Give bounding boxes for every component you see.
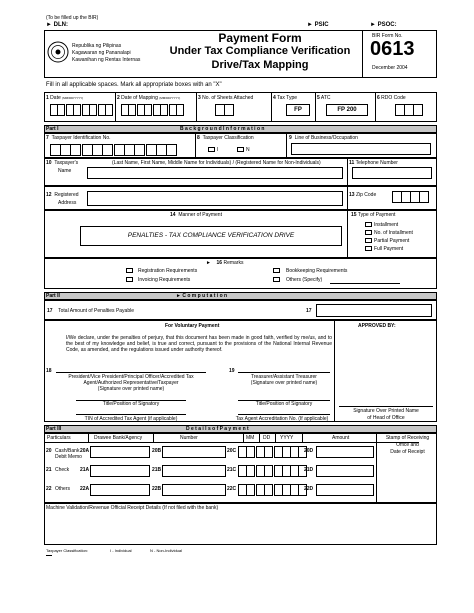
footer-individual: I - Individual bbox=[110, 548, 132, 553]
field18-line1: President/Vice President/Principal Officer/Accredited Tax bbox=[68, 374, 194, 380]
agency-line1: Republika ng Pilipinas bbox=[72, 43, 122, 49]
stamp-line2: Office and bbox=[396, 442, 419, 448]
field8-label: 8 Taxpayer Classification bbox=[197, 135, 254, 141]
amount-input[interactable] bbox=[316, 446, 374, 458]
form-subtitle: Under Tax Compliance Verification bbox=[169, 45, 351, 57]
header-mm: MM bbox=[246, 435, 255, 441]
classification-individual-checkbox[interactable] bbox=[208, 147, 215, 152]
payment-row-code-d: 21D bbox=[304, 467, 314, 473]
atc-value: FP 200 bbox=[326, 104, 368, 116]
header-dd: DD bbox=[263, 435, 271, 441]
instructions: Fill in all applicable spaces. Mark all appropriate boxes with an "X" bbox=[46, 82, 222, 88]
no-of-installment-label: No. of Installment bbox=[374, 230, 413, 236]
tin-agent-line[interactable] bbox=[76, 414, 186, 415]
partial-payment-checkbox[interactable] bbox=[365, 238, 372, 243]
form-number: 0613 bbox=[370, 38, 415, 60]
taxpayer-name-input[interactable] bbox=[87, 167, 343, 179]
date-cell[interactable] bbox=[246, 446, 255, 458]
input-cell[interactable] bbox=[89, 104, 97, 116]
full-payment-checkbox[interactable] bbox=[365, 246, 372, 251]
partial-payment-label: Partial Payment bbox=[374, 238, 410, 244]
footer-non-individual: N - Non-Individual bbox=[150, 548, 183, 553]
input-cell[interactable] bbox=[105, 104, 113, 116]
field18-title: Title/Position of Signatory bbox=[102, 401, 160, 407]
telephone-input[interactable] bbox=[352, 167, 432, 179]
field3-label: 3 No. of Sheets Attached bbox=[198, 95, 254, 101]
signature-line-18[interactable] bbox=[56, 372, 206, 373]
input-cell[interactable] bbox=[102, 144, 113, 156]
field2-label: 2 Date of Mapping (MM/DD/YYYY) bbox=[117, 95, 181, 101]
input-cell[interactable] bbox=[134, 144, 145, 156]
field5-label: 5 ATC bbox=[317, 95, 331, 101]
payment-row-code-b: 22B bbox=[152, 486, 162, 492]
number-input[interactable] bbox=[162, 484, 226, 496]
registration-requirements-label: Registration Requirements bbox=[138, 268, 198, 274]
part2-label: Part II bbox=[46, 293, 60, 299]
total-penalties-input[interactable] bbox=[316, 304, 432, 317]
invoicing-requirements-checkbox[interactable] bbox=[126, 277, 133, 282]
bookkeeping-requirements-label: Bookkeeping Requirements bbox=[286, 268, 348, 274]
header-number: Number bbox=[180, 435, 198, 441]
input-cell[interactable] bbox=[176, 104, 184, 116]
payment-row-code-b: 21B bbox=[152, 467, 162, 473]
field19-num: 19 bbox=[229, 368, 235, 374]
part1-label: Part I bbox=[46, 126, 59, 132]
input-cell[interactable] bbox=[224, 104, 234, 116]
field18-line3: (Signature over printed name) bbox=[97, 386, 165, 392]
date-cell[interactable] bbox=[264, 446, 273, 458]
bir-seal-icon bbox=[47, 41, 69, 63]
payment-row-num: 21 bbox=[46, 467, 52, 473]
field13-label: 13 Zip Code bbox=[349, 192, 377, 198]
agency-line2: Kagawaran ng Pananalapi bbox=[72, 50, 131, 56]
input-cell[interactable] bbox=[166, 144, 177, 156]
part2-header bbox=[44, 292, 437, 300]
header-yyyy: YYYY bbox=[280, 435, 294, 441]
payment-row-label: Cash/Bank bbox=[55, 448, 80, 454]
part3-label: Part III bbox=[46, 426, 62, 432]
date-cell[interactable] bbox=[246, 465, 255, 477]
payment-row-code-b: 20B bbox=[152, 448, 162, 454]
field18-tin: TIN of Accredited Tax Agent (if applicable) bbox=[84, 416, 178, 422]
line-of-business-input[interactable] bbox=[291, 143, 431, 155]
field10-hint: (Last Name, First Name, Middle Name for Individuals) / (Registered Name for Non-Individuals) bbox=[112, 160, 321, 166]
field17-label: 17 Total Amount of Penalties Payable bbox=[47, 308, 135, 314]
date-cell[interactable] bbox=[246, 484, 255, 496]
date-cell[interactable] bbox=[264, 465, 273, 477]
payment-row-num: 20 bbox=[46, 448, 52, 454]
declaration-text: I/We declare, under the penalties of perjury, that this document has been made in good faith, verified by me/us, and to the best of my knowledge and belief, is true and correct, pursuant to the provisions of the National Internal Revenue Code, as amended, and the regulations issued under authority thereof. bbox=[66, 335, 332, 353]
classification-nonindividual-checkbox[interactable] bbox=[237, 147, 244, 152]
form-date: December 2004 bbox=[372, 65, 408, 71]
head-office-label: of Head of Office bbox=[367, 415, 405, 421]
accreditation-line[interactable] bbox=[238, 414, 330, 415]
installment-label: Installment bbox=[374, 222, 399, 228]
payment-row-code-c: 22C bbox=[227, 486, 237, 492]
bookkeeping-requirements-checkbox[interactable] bbox=[273, 268, 280, 273]
input-cell[interactable] bbox=[73, 104, 81, 116]
voluntary-payment-label: For Voluntary Payment bbox=[165, 323, 220, 329]
part3-title: D e t a i l s o f P a y m e n t bbox=[186, 426, 249, 432]
field12-label2: Address bbox=[58, 200, 77, 206]
head-signature-label: Signature Over Printed Name bbox=[353, 408, 419, 414]
amount-input[interactable] bbox=[316, 484, 374, 496]
machine-validation-label: Machine Validation/Revenue Official Receipt Details (If not filed with the bank) bbox=[46, 505, 219, 511]
number-input[interactable] bbox=[162, 446, 226, 458]
field1-label: 1 Date (MM/DD/YYYY) bbox=[46, 95, 84, 101]
others-label: Others (Specify) bbox=[286, 277, 323, 283]
head-of-office-signature-line[interactable] bbox=[339, 406, 433, 407]
field19-accreditation: Tax Agent Accreditation No. (If applicable) bbox=[235, 416, 329, 422]
no-of-installment-checkbox[interactable] bbox=[365, 230, 372, 235]
field10-label2: Name bbox=[58, 168, 72, 174]
dln-label: ► DLN: bbox=[46, 22, 68, 28]
drawee-bank-input[interactable] bbox=[90, 465, 150, 477]
field15-label: 15 Type of Payment bbox=[351, 212, 396, 218]
input-cell[interactable] bbox=[144, 104, 152, 116]
header-stamp: Stamp of Receiving bbox=[385, 435, 430, 441]
agency-line3: Kawanihan ng Rentas Internas bbox=[72, 57, 141, 63]
form-no-label: BIR Form No. bbox=[372, 33, 403, 39]
field4-label: 4 Tax Type bbox=[273, 95, 298, 101]
field19-line1: Treasurer/Assistant Treasurer bbox=[251, 374, 317, 380]
input-cell[interactable] bbox=[413, 104, 423, 116]
drawee-bank-input[interactable] bbox=[90, 484, 150, 496]
tax-type-value: FP bbox=[286, 104, 310, 116]
field7-label: 7 Taxpayer Identification No. bbox=[46, 135, 111, 141]
others-checkbox[interactable] bbox=[273, 277, 280, 282]
drawee-bank-input[interactable] bbox=[90, 446, 150, 458]
stamp-line3: Date of Receipt bbox=[390, 449, 425, 455]
date-cell[interactable] bbox=[264, 484, 273, 496]
approved-by-label: APPROVED BY: bbox=[358, 323, 396, 329]
signature-line-19[interactable] bbox=[238, 372, 330, 373]
payment-row-code-d: 20D bbox=[304, 448, 314, 454]
classification-i-label: I bbox=[217, 147, 219, 153]
header-particulars: Particulars bbox=[47, 435, 71, 441]
installment-checkbox[interactable] bbox=[365, 222, 372, 227]
footer-classification: Taxpayer Classification: bbox=[46, 548, 89, 553]
invoicing-requirements-label: Invoicing Requirements bbox=[138, 277, 191, 283]
header-drawee-bank: Drawee Bank/Agency bbox=[94, 435, 143, 441]
full-payment-label: Full Payment bbox=[374, 246, 404, 252]
registration-requirements-checkbox[interactable] bbox=[126, 268, 133, 273]
form-subtitle2: Drive/Tax Mapping bbox=[211, 59, 309, 71]
payment-row-code-a: 21A bbox=[80, 467, 90, 473]
number-input[interactable] bbox=[162, 465, 226, 477]
payment-row-code-c: 20C bbox=[227, 448, 237, 454]
classification-n-label: N bbox=[246, 147, 250, 153]
field9-label: 9 Line of Business/Occupation bbox=[289, 135, 358, 141]
field18-line2: Agent/Authorized Representative/Taxpayer bbox=[83, 380, 179, 386]
field18-num: 18 bbox=[46, 368, 52, 374]
input-cell[interactable] bbox=[419, 191, 429, 203]
field19-line2: (Signature over printed name) bbox=[250, 380, 318, 386]
field16-label: ► 16 Remarks bbox=[206, 260, 244, 266]
psoc-label: ► PSOC: bbox=[370, 22, 397, 28]
others-specify-line[interactable] bbox=[330, 283, 400, 284]
field17-num: 17 bbox=[306, 308, 312, 314]
payment-row-label2: Debit Memo bbox=[55, 454, 82, 460]
fill-note: (To be filled up the BIR) bbox=[46, 15, 99, 21]
field6-label: 6 RDO Code bbox=[377, 95, 406, 101]
payment-row-label: Check bbox=[55, 467, 70, 473]
form-title: Payment Form bbox=[218, 31, 302, 45]
field12-label: 12 Registered bbox=[46, 192, 79, 198]
psic-label: ► PSIC bbox=[307, 22, 329, 28]
part1-title: B a c k g r o u n d I n f o r m a t i o n bbox=[180, 126, 265, 132]
part2-title: ► C o m p u t a t i o n bbox=[176, 293, 228, 299]
manner-of-payment-value: PENALTIES - TAX COMPLIANCE VERIFICATION DRIVE bbox=[127, 232, 295, 239]
field19-title: Title/Position of Signatory bbox=[255, 401, 313, 407]
input-cell[interactable] bbox=[57, 104, 65, 116]
payment-row-code-a: 20A bbox=[80, 448, 90, 454]
address-input[interactable] bbox=[87, 191, 343, 206]
field14-label: 14 Manner of Payment bbox=[170, 212, 222, 218]
field11-label: 11 Telephone Number bbox=[349, 160, 398, 166]
payment-row-num: 22 bbox=[46, 486, 52, 492]
input-cell[interactable] bbox=[128, 104, 136, 116]
header-amount: Amount bbox=[332, 435, 350, 441]
input-cell[interactable] bbox=[160, 104, 168, 116]
payment-row-label: Others bbox=[55, 486, 71, 492]
payment-row-code-d: 22D bbox=[304, 486, 314, 492]
payment-row-code-a: 22A bbox=[80, 486, 90, 492]
amount-input[interactable] bbox=[316, 465, 374, 477]
field10-label: 10 Taxpayer's bbox=[46, 160, 79, 166]
input-cell[interactable] bbox=[70, 144, 81, 156]
payment-row-code-c: 21C bbox=[227, 467, 237, 473]
